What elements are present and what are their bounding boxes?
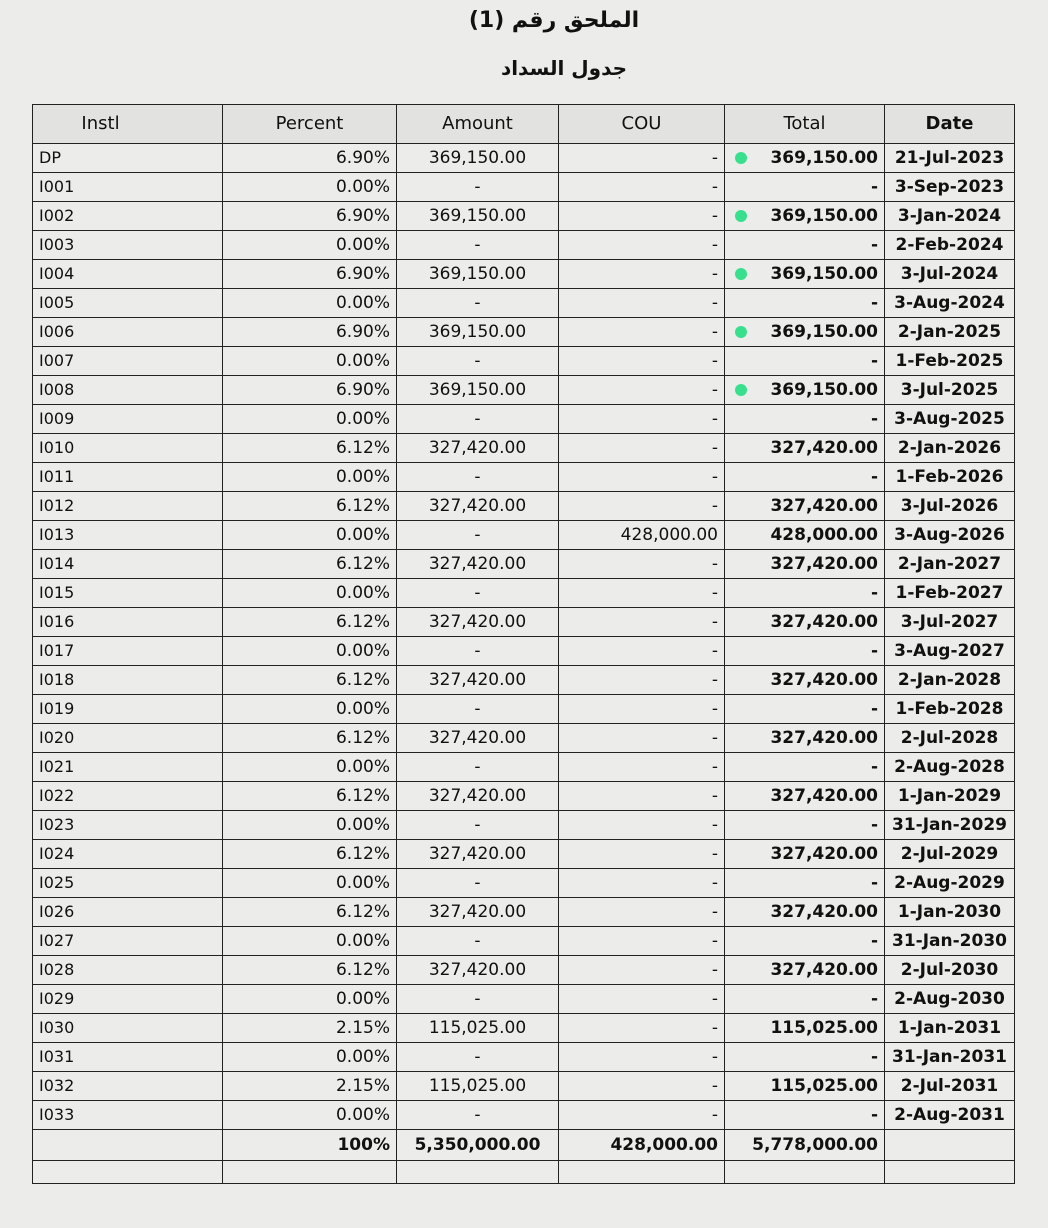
instl-cell: I030 [33, 1014, 223, 1043]
instl-cell: I026 [33, 898, 223, 927]
total-cell: 327,420.00 [725, 724, 885, 753]
cou-cell: - [559, 985, 725, 1014]
cou-cell: - [559, 1014, 725, 1043]
instl-cell: I029 [33, 985, 223, 1014]
cou-cell: - [559, 811, 725, 840]
cou-cell: - [559, 463, 725, 492]
green-dot-marker [735, 326, 747, 338]
instl-cell: I003 [33, 231, 223, 260]
table-header-row [33, 105, 1015, 144]
instl-cell: I002 [33, 202, 223, 231]
table-row [33, 753, 1015, 782]
total-cell: 327,420.00 [725, 782, 885, 811]
total-cell: 115,025.00 [725, 1072, 885, 1101]
instl-cell: I011 [33, 463, 223, 492]
amount-cell: - [397, 231, 559, 260]
total-cell: 327,420.00 [725, 550, 885, 579]
date-cell: 3-Aug-2026 [885, 521, 1015, 550]
amount-cell: - [397, 1101, 559, 1130]
table-row [33, 985, 1015, 1014]
percent-cell: 0.00% [223, 1101, 397, 1130]
total-value: 369,150.00 [770, 206, 878, 226]
instl-cell: I033 [33, 1101, 223, 1130]
instl-cell: I021 [33, 753, 223, 782]
percent-cell: 2.15% [223, 1072, 397, 1101]
amount-cell: 369,150.00 [397, 376, 559, 405]
date-cell: 1-Jan-2031 [885, 1014, 1015, 1043]
amount-cell: 115,025.00 [397, 1072, 559, 1101]
total-cell: 327,420.00 [725, 840, 885, 869]
table-row [33, 1043, 1015, 1072]
total-cell [725, 202, 885, 231]
table-row [33, 1101, 1015, 1130]
amount-cell: - [397, 289, 559, 318]
instl-cell: I028 [33, 956, 223, 985]
percent-cell: 6.90% [223, 318, 397, 347]
instl-cell: I017 [33, 637, 223, 666]
amount-cell: - [397, 869, 559, 898]
date-cell: 2-Feb-2024 [885, 231, 1015, 260]
table-row [33, 289, 1015, 318]
date-cell: 2-Jul-2029 [885, 840, 1015, 869]
date-cell: 2-Aug-2030 [885, 985, 1015, 1014]
column-header-instl: Instl [33, 105, 223, 144]
instl-cell: I022 [33, 782, 223, 811]
amount-cell: - [397, 811, 559, 840]
column-header-amount: Amount [397, 105, 559, 144]
column-header-total: Total [725, 105, 885, 144]
cou-cell: - [559, 376, 725, 405]
cou-cell: - [559, 724, 725, 753]
percent-cell: 6.12% [223, 840, 397, 869]
percent-cell: 0.00% [223, 1043, 397, 1072]
percent-cell: 6.90% [223, 202, 397, 231]
totals-percent-cell: 100% [223, 1130, 397, 1161]
amount-cell: - [397, 985, 559, 1014]
date-cell: 1-Jan-2030 [885, 898, 1015, 927]
amount-cell: 327,420.00 [397, 898, 559, 927]
amount-cell: - [397, 405, 559, 434]
amount-cell: - [397, 347, 559, 376]
table-body [33, 144, 1015, 1130]
table-row [33, 144, 1015, 173]
amount-cell: 327,420.00 [397, 782, 559, 811]
percent-cell: 6.12% [223, 434, 397, 463]
amount-cell: - [397, 753, 559, 782]
instl-cell: I023 [33, 811, 223, 840]
blank-cell [397, 1161, 559, 1184]
percent-cell: 0.00% [223, 173, 397, 202]
instl-cell: I020 [33, 724, 223, 753]
blank-cell [559, 1161, 725, 1184]
table-row [33, 1072, 1015, 1101]
date-cell: 2-Jul-2028 [885, 724, 1015, 753]
total-value: 369,150.00 [770, 264, 878, 284]
cou-cell: - [559, 289, 725, 318]
percent-cell: 6.12% [223, 956, 397, 985]
total-cell: - [725, 637, 885, 666]
instl-cell: I004 [33, 260, 223, 289]
cou-cell: - [559, 898, 725, 927]
cou-cell: - [559, 666, 725, 695]
total-cell: - [725, 869, 885, 898]
date-cell: 31-Jan-2029 [885, 811, 1015, 840]
table-row [33, 898, 1015, 927]
instl-cell: I006 [33, 318, 223, 347]
table-row [33, 956, 1015, 985]
percent-cell: 6.12% [223, 782, 397, 811]
instl-cell: I008 [33, 376, 223, 405]
cou-cell: - [559, 753, 725, 782]
percent-cell: 2.15% [223, 1014, 397, 1043]
cou-cell: - [559, 782, 725, 811]
cou-cell: 428,000.00 [559, 521, 725, 550]
column-header-percent: Percent [223, 105, 397, 144]
total-cell: - [725, 347, 885, 376]
cou-cell: - [559, 202, 725, 231]
percent-cell: 6.12% [223, 492, 397, 521]
percent-cell: 0.00% [223, 637, 397, 666]
cou-cell: - [559, 405, 725, 434]
instl-cell: I019 [33, 695, 223, 724]
percent-cell: 6.12% [223, 666, 397, 695]
amount-cell: 369,150.00 [397, 144, 559, 173]
percent-cell: 0.00% [223, 463, 397, 492]
cou-cell: - [559, 869, 725, 898]
cou-cell: - [559, 260, 725, 289]
total-cell: - [725, 1043, 885, 1072]
table-row [33, 1014, 1015, 1043]
percent-cell: 0.00% [223, 521, 397, 550]
table-row [33, 405, 1015, 434]
total-cell: 327,420.00 [725, 666, 885, 695]
date-cell: 31-Jan-2030 [885, 927, 1015, 956]
percent-cell: 6.12% [223, 898, 397, 927]
percent-cell: 0.00% [223, 289, 397, 318]
percent-cell: 6.90% [223, 144, 397, 173]
table-row [33, 695, 1015, 724]
amount-cell: 327,420.00 [397, 492, 559, 521]
cou-cell: - [559, 1101, 725, 1130]
cou-cell: - [559, 608, 725, 637]
table-row [33, 376, 1015, 405]
cou-cell: - [559, 347, 725, 376]
percent-cell: 6.90% [223, 376, 397, 405]
instl-cell: I024 [33, 840, 223, 869]
percent-cell: 0.00% [223, 405, 397, 434]
amount-cell: 327,420.00 [397, 608, 559, 637]
percent-cell: 0.00% [223, 811, 397, 840]
green-dot-marker [735, 210, 747, 222]
total-cell: - [725, 463, 885, 492]
green-dot-marker [735, 384, 747, 396]
total-cell: 115,025.00 [725, 1014, 885, 1043]
total-cell [725, 144, 885, 173]
blank-cell [885, 1161, 1015, 1184]
instl-cell: I018 [33, 666, 223, 695]
amount-cell: - [397, 173, 559, 202]
total-cell [725, 376, 885, 405]
cou-cell: - [559, 1043, 725, 1072]
date-cell: 1-Feb-2026 [885, 463, 1015, 492]
amount-cell: 327,420.00 [397, 724, 559, 753]
table-row [33, 637, 1015, 666]
amount-cell: 327,420.00 [397, 434, 559, 463]
percent-cell: 6.12% [223, 608, 397, 637]
amount-cell: - [397, 637, 559, 666]
date-cell: 2-Jan-2025 [885, 318, 1015, 347]
totals-amount-cell: 5,350,000.00 [397, 1130, 559, 1161]
total-cell: - [725, 753, 885, 782]
date-cell: 1-Feb-2027 [885, 579, 1015, 608]
column-header-cou: COU [559, 105, 725, 144]
table-totals-row [33, 1130, 1015, 1161]
total-cell: - [725, 927, 885, 956]
totals-total-cell: 5,778,000.00 [725, 1130, 885, 1161]
percent-cell: 0.00% [223, 347, 397, 376]
table-row [33, 840, 1015, 869]
percent-cell: 6.90% [223, 260, 397, 289]
amount-cell: - [397, 463, 559, 492]
amount-cell: - [397, 579, 559, 608]
table-row [33, 260, 1015, 289]
column-header-date: Date [885, 105, 1015, 144]
table-row [33, 579, 1015, 608]
cou-cell: - [559, 434, 725, 463]
date-cell: 2-Jan-2028 [885, 666, 1015, 695]
table-row [33, 347, 1015, 376]
percent-cell: 0.00% [223, 753, 397, 782]
annex-title: الملحق رقم (1) [468, 8, 640, 33]
date-cell: 1-Feb-2025 [885, 347, 1015, 376]
table-row [33, 869, 1015, 898]
total-cell: 327,420.00 [725, 898, 885, 927]
table-row [33, 927, 1015, 956]
percent-cell: 0.00% [223, 927, 397, 956]
instl-cell: I010 [33, 434, 223, 463]
blank-cell [725, 1161, 885, 1184]
table-row [33, 173, 1015, 202]
instl-cell: I015 [33, 579, 223, 608]
amount-cell: 327,420.00 [397, 840, 559, 869]
total-cell: - [725, 231, 885, 260]
total-cell: 428,000.00 [725, 521, 885, 550]
instl-cell: I013 [33, 521, 223, 550]
instl-cell: I007 [33, 347, 223, 376]
total-cell: - [725, 1101, 885, 1130]
cou-cell: - [559, 695, 725, 724]
total-value: 369,150.00 [770, 380, 878, 400]
instl-cell: I005 [33, 289, 223, 318]
total-cell: - [725, 579, 885, 608]
totals-label-cell [33, 1130, 223, 1161]
instl-cell: DP [33, 144, 223, 173]
cou-cell: - [559, 637, 725, 666]
date-cell: 31-Jan-2031 [885, 1043, 1015, 1072]
total-cell: - [725, 289, 885, 318]
cou-cell: - [559, 579, 725, 608]
table-row [33, 724, 1015, 753]
total-value: 369,150.00 [770, 148, 878, 168]
total-cell: - [725, 173, 885, 202]
percent-cell: 0.00% [223, 985, 397, 1014]
cou-cell: - [559, 144, 725, 173]
total-cell [725, 260, 885, 289]
amount-cell: 369,150.00 [397, 260, 559, 289]
date-cell: 2-Jul-2031 [885, 1072, 1015, 1101]
total-cell: - [725, 985, 885, 1014]
instl-cell: I032 [33, 1072, 223, 1101]
cou-cell: - [559, 318, 725, 347]
amount-cell: - [397, 521, 559, 550]
blank-cell [33, 1161, 223, 1184]
total-cell: 327,420.00 [725, 956, 885, 985]
table-row [33, 463, 1015, 492]
date-cell: 3-Aug-2027 [885, 637, 1015, 666]
date-cell: 3-Aug-2025 [885, 405, 1015, 434]
totals-date-cell [885, 1130, 1015, 1161]
instl-cell: I014 [33, 550, 223, 579]
date-cell: 3-Jul-2026 [885, 492, 1015, 521]
date-cell: 21-Jul-2023 [885, 144, 1015, 173]
amount-cell: 115,025.00 [397, 1014, 559, 1043]
cou-cell: - [559, 956, 725, 985]
date-cell: 3-Jul-2025 [885, 376, 1015, 405]
instl-cell: I025 [33, 869, 223, 898]
table-row [33, 608, 1015, 637]
cou-cell: - [559, 231, 725, 260]
date-cell: 2-Jan-2026 [885, 434, 1015, 463]
amount-cell: 369,150.00 [397, 202, 559, 231]
table-blank-row [33, 1161, 1015, 1184]
total-cell: - [725, 405, 885, 434]
total-cell: 327,420.00 [725, 434, 885, 463]
table-row [33, 434, 1015, 463]
instl-cell: I027 [33, 927, 223, 956]
table-row [33, 521, 1015, 550]
date-cell: 2-Aug-2029 [885, 869, 1015, 898]
amount-cell: - [397, 927, 559, 956]
date-cell: 3-Aug-2024 [885, 289, 1015, 318]
date-cell: 2-Jul-2030 [885, 956, 1015, 985]
amount-cell: 327,420.00 [397, 956, 559, 985]
total-cell: - [725, 695, 885, 724]
table-row [33, 318, 1015, 347]
date-cell: 2-Aug-2031 [885, 1101, 1015, 1130]
date-cell: 3-Jul-2024 [885, 260, 1015, 289]
date-cell: 2-Jan-2027 [885, 550, 1015, 579]
date-cell: 3-Jul-2027 [885, 608, 1015, 637]
table-row [33, 811, 1015, 840]
percent-cell: 6.12% [223, 724, 397, 753]
percent-cell: 0.00% [223, 231, 397, 260]
instl-cell: I016 [33, 608, 223, 637]
date-cell: 1-Jan-2029 [885, 782, 1015, 811]
amount-cell: - [397, 1043, 559, 1072]
cou-cell: - [559, 173, 725, 202]
instl-cell: I009 [33, 405, 223, 434]
amount-cell: - [397, 695, 559, 724]
total-value: 369,150.00 [770, 322, 878, 342]
percent-cell: 0.00% [223, 579, 397, 608]
blank-cell [223, 1161, 397, 1184]
cou-cell: - [559, 840, 725, 869]
payment-schedule-table [32, 104, 1015, 1184]
percent-cell: 6.12% [223, 550, 397, 579]
total-cell: 327,420.00 [725, 492, 885, 521]
green-dot-marker [735, 268, 747, 280]
total-cell: - [725, 811, 885, 840]
cou-cell: - [559, 550, 725, 579]
totals-cou-cell: 428,000.00 [559, 1130, 725, 1161]
date-cell: 3-Jan-2024 [885, 202, 1015, 231]
instl-cell: I012 [33, 492, 223, 521]
amount-cell: 369,150.00 [397, 318, 559, 347]
percent-cell: 0.00% [223, 869, 397, 898]
instl-cell: I031 [33, 1043, 223, 1072]
cou-cell: - [559, 492, 725, 521]
table-row [33, 492, 1015, 521]
schedule-subtitle: جدول السداد [500, 56, 628, 80]
instl-cell: I001 [33, 173, 223, 202]
table-row [33, 782, 1015, 811]
percent-cell: 0.00% [223, 695, 397, 724]
cou-cell: - [559, 1072, 725, 1101]
total-cell: 327,420.00 [725, 608, 885, 637]
table-row [33, 666, 1015, 695]
table-row [33, 231, 1015, 260]
amount-cell: 327,420.00 [397, 550, 559, 579]
table-row [33, 550, 1015, 579]
green-dot-marker [735, 152, 747, 164]
date-cell: 2-Aug-2028 [885, 753, 1015, 782]
table-row [33, 202, 1015, 231]
total-cell [725, 318, 885, 347]
date-cell: 3-Sep-2023 [885, 173, 1015, 202]
cou-cell: - [559, 927, 725, 956]
amount-cell: 327,420.00 [397, 666, 559, 695]
date-cell: 1-Feb-2028 [885, 695, 1015, 724]
